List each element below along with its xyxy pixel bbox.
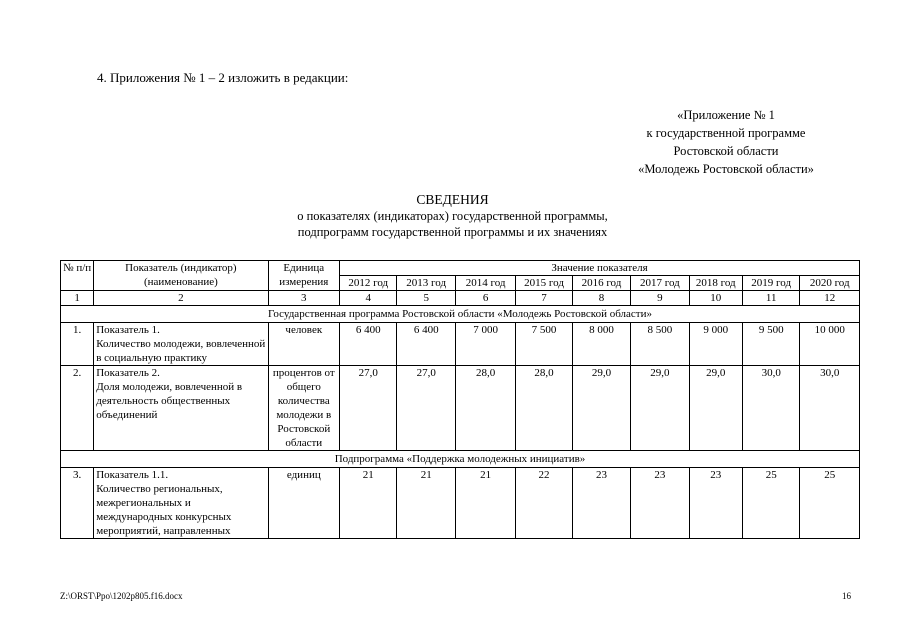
- value-cell: 21: [397, 468, 455, 539]
- value-cell: 28,0: [516, 366, 572, 451]
- table-row: [61, 323, 860, 366]
- value-cell: 21: [340, 468, 397, 539]
- document-heading: [0, 192, 905, 240]
- indicator-name: Показатель 1.1. Количество региональных, межрегиональных и международных конкурсных мероприятий, направленных: [94, 468, 268, 539]
- appendix-line: к государственной программе: [646, 126, 806, 140]
- header-year: 2013 год: [397, 276, 455, 291]
- column-number: 3: [268, 291, 340, 306]
- value-cell: 30,0: [800, 366, 860, 451]
- column-number: 4: [340, 291, 397, 306]
- value-cell: 23: [631, 468, 689, 539]
- table-body: [61, 261, 860, 539]
- column-number: 1: [61, 291, 94, 306]
- value-cell: 25: [800, 468, 860, 539]
- header-year: 2016 год: [572, 276, 630, 291]
- footer-page-number: 16: [842, 591, 851, 601]
- value-cell: 7 000: [455, 323, 515, 366]
- section-row: [61, 451, 860, 468]
- column-number: 5: [397, 291, 455, 306]
- appendix-line: Ростовской области: [673, 144, 779, 158]
- value-cell: 8 500: [631, 323, 689, 366]
- header-year: 2017 год: [631, 276, 689, 291]
- column-number: 8: [572, 291, 630, 306]
- section-title: Подпрограмма «Поддержка молодежных инициатив»: [61, 451, 860, 468]
- unit-cell: человек: [268, 323, 340, 366]
- header-year: 2020 год: [800, 276, 860, 291]
- header-year: 2018 год: [689, 276, 742, 291]
- value-cell: 7 500: [516, 323, 572, 366]
- value-cell: 6 400: [340, 323, 397, 366]
- value-cell: 9 500: [742, 323, 799, 366]
- value-cell: 25: [742, 468, 799, 539]
- table-header-row: [61, 261, 860, 276]
- value-cell: 9 000: [689, 323, 742, 366]
- appendix-line: «Молодежь Ростовской области»: [638, 162, 814, 176]
- appendix-caption: [596, 106, 856, 178]
- column-number: 2: [94, 291, 268, 306]
- header-num: № п/п: [61, 261, 94, 291]
- unit-cell: единиц: [268, 468, 340, 539]
- header-indicator: Показатель (индикатор) (наименование): [94, 261, 268, 291]
- indicators-table: [60, 260, 860, 539]
- value-cell: 29,0: [631, 366, 689, 451]
- value-cell: 27,0: [397, 366, 455, 451]
- heading-title: СВЕДЕНИЯ: [416, 192, 489, 207]
- heading-subtitle-2: подпрограмм государственной программы и их значениях: [297, 225, 608, 239]
- value-cell: 23: [572, 468, 630, 539]
- indicator-name: Показатель 1. Количество молодежи, вовлеченной в социальную практику: [94, 323, 268, 366]
- value-cell: 28,0: [455, 366, 515, 451]
- header-year: 2014 год: [455, 276, 515, 291]
- value-cell: 6 400: [397, 323, 455, 366]
- row-number: 2.: [61, 366, 94, 451]
- unit-cell: процентов от общего количества молодежи в Ростовской области: [268, 366, 340, 451]
- indicator-name: Показатель 2. Доля молодежи, вовлеченной в деятельность общественных объединений: [94, 366, 268, 451]
- value-cell: 21: [455, 468, 515, 539]
- header-year: 2012 год: [340, 276, 397, 291]
- column-number: 9: [631, 291, 689, 306]
- header-year: 2015 год: [516, 276, 572, 291]
- heading-subtitle-1: о показателях (индикаторах) государственной программы,: [297, 209, 608, 223]
- column-number: 10: [689, 291, 742, 306]
- header-unit: Единица измерения: [268, 261, 340, 291]
- column-number: 11: [742, 291, 799, 306]
- intro-text: 4. Приложения № 1 – 2 изложить в редакции:: [97, 70, 349, 85]
- value-cell: 8 000: [572, 323, 630, 366]
- table-row: [61, 366, 860, 451]
- section-row: [61, 306, 860, 323]
- header-year: 2019 год: [742, 276, 799, 291]
- row-number: 3.: [61, 468, 94, 539]
- value-cell: 10 000: [800, 323, 860, 366]
- header-value: Значение показателя: [340, 261, 860, 276]
- value-cell: 23: [689, 468, 742, 539]
- value-cell: 27,0: [340, 366, 397, 451]
- value-cell: 29,0: [689, 366, 742, 451]
- value-cell: 29,0: [572, 366, 630, 451]
- table-row: [61, 468, 860, 539]
- table-column-numbers-row: [61, 291, 860, 306]
- column-number: 12: [800, 291, 860, 306]
- section-title: Государственная программа Ростовской области «Молодежь Ростовской области»: [61, 306, 860, 323]
- column-number: 6: [455, 291, 515, 306]
- footer-file-path: Z:\ORST\Ppo\1202p805.f16.docx: [60, 591, 183, 601]
- row-number: 1.: [61, 323, 94, 366]
- value-cell: 22: [516, 468, 572, 539]
- value-cell: 30,0: [742, 366, 799, 451]
- column-number: 7: [516, 291, 572, 306]
- appendix-line: «Приложение № 1: [677, 108, 775, 122]
